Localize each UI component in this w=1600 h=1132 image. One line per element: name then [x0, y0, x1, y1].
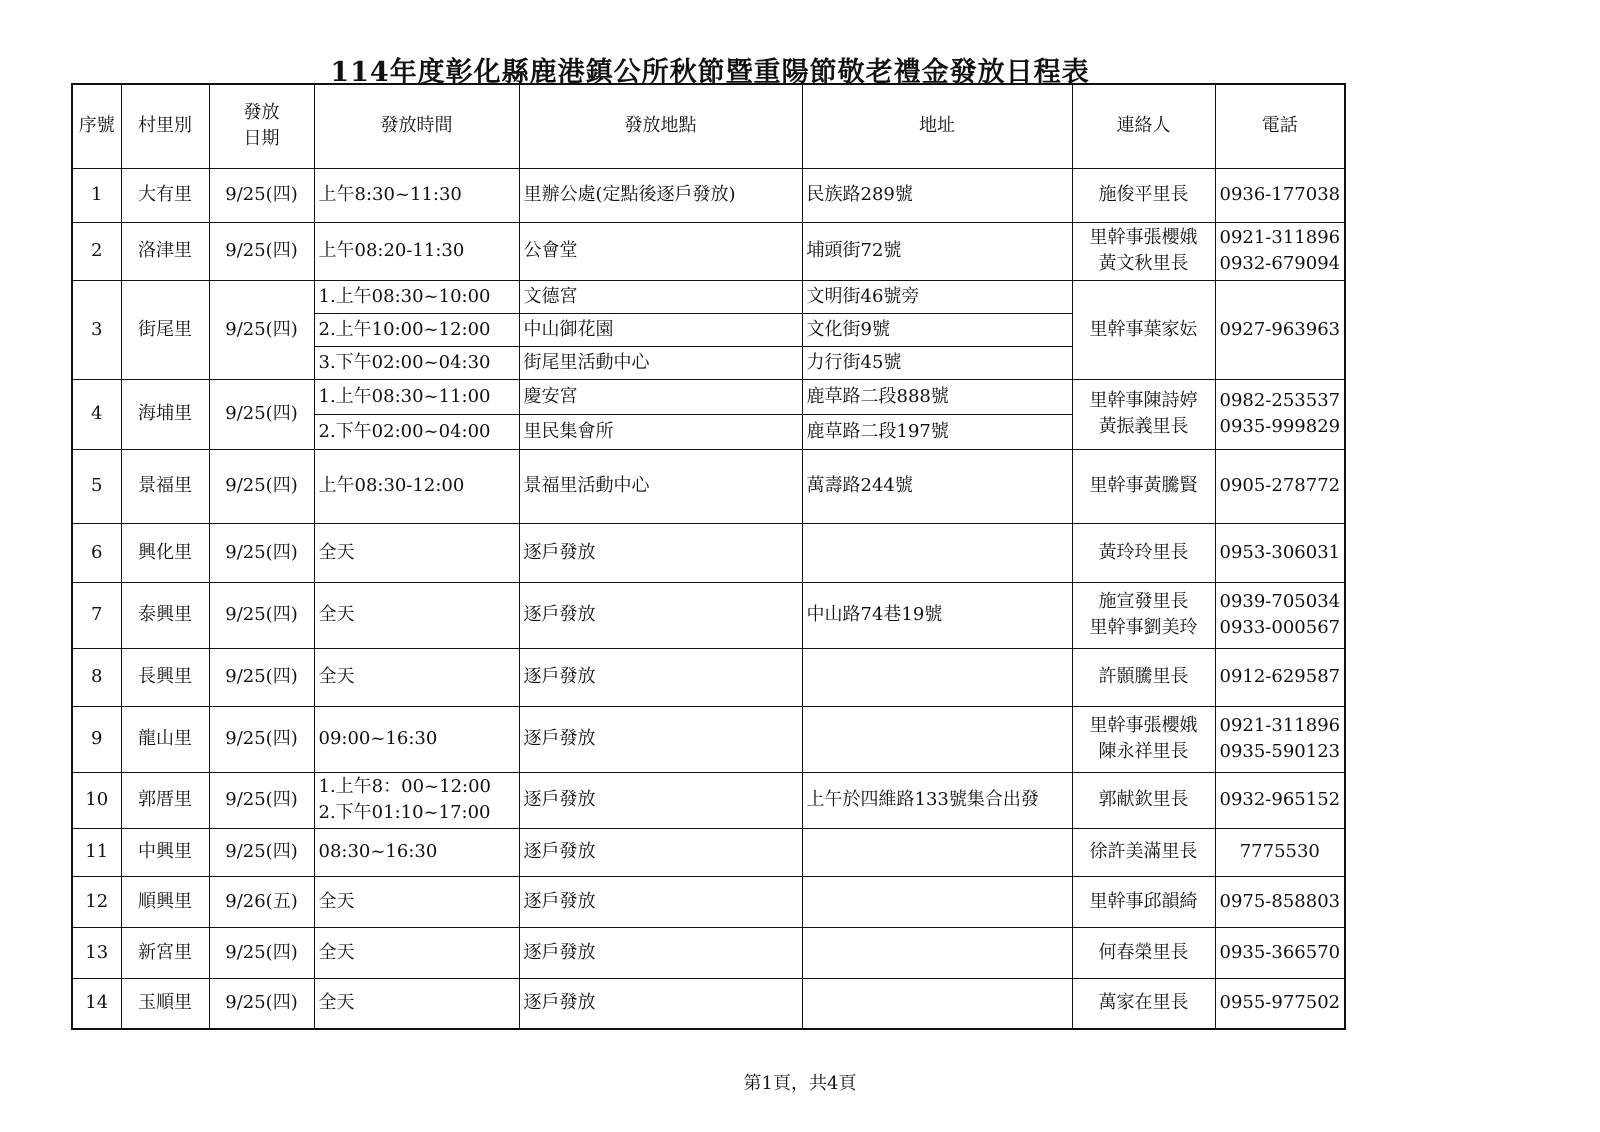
header-village: 村里別 [121, 84, 209, 168]
cell-phone [1215, 582, 1345, 648]
cell-phone [1215, 222, 1345, 280]
cell-place: 逐戶發放 [519, 582, 802, 648]
cell-village: 中興里 [121, 828, 209, 876]
contact-line: 里幹事劉美玲 [1089, 617, 1198, 638]
cell-time: 3.下午02:00~04:30 [314, 346, 519, 379]
cell-phone: 0953-306031 [1215, 523, 1345, 582]
cell-place: 里民集會所 [519, 414, 802, 449]
cell-address: 民族路289號 [802, 168, 1072, 222]
cell-place: 公會堂 [519, 222, 802, 280]
cell-no: 11 [72, 828, 121, 876]
table-row [72, 449, 1345, 523]
cell-phone [1215, 379, 1345, 449]
page-footer: 第1頁，共4頁 [743, 1073, 857, 1094]
cell-no: 8 [72, 648, 121, 706]
cell-no: 2 [72, 222, 121, 280]
cell-time: 全天 [314, 648, 519, 706]
table-row [72, 648, 1345, 706]
table-row [72, 379, 1345, 414]
table-row [72, 706, 1345, 772]
cell-place: 文德宮 [519, 280, 802, 313]
cell-no: 3 [72, 280, 121, 379]
cell-contact: 何春榮里長 [1072, 927, 1215, 978]
cell-phone: 0955-977502 [1215, 978, 1345, 1029]
cell-date: 9/25(四) [209, 449, 314, 523]
header-address: 地址 [802, 84, 1072, 168]
cell-phone: 0935-366570 [1215, 927, 1345, 978]
cell-contact: 里幹事葉家妘 [1072, 280, 1215, 379]
cell-place: 景福里活動中心 [519, 449, 802, 523]
cell-date: 9/25(四) [209, 222, 314, 280]
cell-address [802, 648, 1072, 706]
cell-place: 里辦公處(定點後逐戶發放) [519, 168, 802, 222]
cell-date: 9/25(四) [209, 828, 314, 876]
cell-time: 08:30~16:30 [314, 828, 519, 876]
cell-date: 9/25(四) [209, 927, 314, 978]
header-time: 發放時間 [314, 84, 519, 168]
cell-contact [1072, 379, 1215, 449]
cell-time: 全天 [314, 927, 519, 978]
cell-no: 12 [72, 876, 121, 927]
phone-line: 0921-311896 [1219, 715, 1341, 736]
cell-address: 上午於四維路133號集合出發 [802, 772, 1072, 828]
cell-place: 逐戶發放 [519, 772, 802, 828]
header-phone: 電話 [1215, 84, 1345, 168]
phone-line: 0932-679094 [1219, 253, 1341, 274]
cell-address [802, 828, 1072, 876]
contact-line: 里幹事張櫻娥 [1089, 715, 1198, 736]
header-contact: 連絡人 [1072, 84, 1215, 168]
schedule-table [71, 83, 1346, 1030]
cell-village: 景福里 [121, 449, 209, 523]
cell-phone: 0912-629587 [1215, 648, 1345, 706]
cell-contact: 里幹事邱韻綺 [1072, 876, 1215, 927]
cell-place: 慶安宮 [519, 379, 802, 414]
cell-date: 9/25(四) [209, 978, 314, 1029]
cell-no: 5 [72, 449, 121, 523]
phone-line: 0982-253537 [1219, 390, 1341, 411]
contact-line: 陳永祥里長 [1098, 741, 1189, 762]
cell-date: 9/25(四) [209, 772, 314, 828]
cell-time: 全天 [314, 582, 519, 648]
cell-place: 逐戶發放 [519, 876, 802, 927]
cell-place: 街尾里活動中心 [519, 346, 802, 379]
cell-place: 逐戶發放 [519, 648, 802, 706]
table-row [72, 523, 1345, 582]
cell-phone: 7775530 [1215, 828, 1345, 876]
phone-line: 0935-590123 [1219, 741, 1341, 762]
table-row [72, 582, 1345, 648]
cell-no: 7 [72, 582, 121, 648]
cell-contact: 郭献欽里長 [1072, 772, 1215, 828]
header-date-line1: 發放 [243, 102, 280, 124]
table-row [72, 772, 1345, 828]
cell-address: 中山路74巷19號 [802, 582, 1072, 648]
cell-village: 洛津里 [121, 222, 209, 280]
table-row [72, 222, 1345, 280]
table-row [72, 168, 1345, 222]
cell-village: 街尾里 [121, 280, 209, 379]
cell-village: 順興里 [121, 876, 209, 927]
cell-address [802, 927, 1072, 978]
cell-contact [1072, 706, 1215, 772]
header-place: 發放地點 [519, 84, 802, 168]
cell-time: 1.上午08:30~10:00 [314, 280, 519, 313]
cell-time: 09:00~16:30 [314, 706, 519, 772]
cell-time: 2.上午10:00~12:00 [314, 313, 519, 346]
phone-line: 0933-000567 [1219, 617, 1341, 638]
cell-village: 興化里 [121, 523, 209, 582]
cell-address [802, 876, 1072, 927]
cell-place: 逐戶發放 [519, 828, 802, 876]
cell-no: 10 [72, 772, 121, 828]
cell-no: 9 [72, 706, 121, 772]
cell-address [802, 706, 1072, 772]
cell-address: 埔頭街72號 [802, 222, 1072, 280]
cell-place: 逐戶發放 [519, 523, 802, 582]
cell-address: 萬壽路244號 [802, 449, 1072, 523]
cell-place: 逐戶發放 [519, 927, 802, 978]
table-row [72, 876, 1345, 927]
cell-address: 力行街45號 [802, 346, 1072, 379]
table-row [72, 828, 1345, 876]
cell-time: 上午08:30-12:00 [314, 449, 519, 523]
cell-contact: 許顥騰里長 [1072, 648, 1215, 706]
cell-village: 新宮里 [121, 927, 209, 978]
cell-contact: 里幹事黃騰賢 [1072, 449, 1215, 523]
cell-place: 中山御花園 [519, 313, 802, 346]
contact-line: 施宣發里長 [1098, 591, 1189, 612]
cell-no: 4 [72, 379, 121, 449]
cell-date: 9/25(四) [209, 706, 314, 772]
cell-date: 9/25(四) [209, 168, 314, 222]
cell-phone: 0927-963963 [1215, 280, 1345, 379]
contact-line: 黃文秋里長 [1098, 253, 1189, 274]
cell-date: 9/25(四) [209, 379, 314, 449]
cell-no: 13 [72, 927, 121, 978]
cell-time: 1.上午08:30~11:00 [314, 379, 519, 414]
header-no: 序號 [72, 84, 121, 168]
cell-place: 逐戶發放 [519, 706, 802, 772]
contact-line: 里幹事陳詩婷 [1089, 390, 1198, 411]
cell-date: 9/25(四) [209, 280, 314, 379]
time-line: 2.下午01:10~17:00 [318, 802, 491, 823]
cell-address: 鹿草路二段197號 [802, 414, 1072, 449]
cell-address: 文化街9號 [802, 313, 1072, 346]
cell-village: 海埔里 [121, 379, 209, 449]
table-row [72, 280, 1345, 313]
cell-phone: 0905-278772 [1215, 449, 1345, 523]
contact-line: 黃振義里長 [1098, 416, 1189, 437]
cell-time: 全天 [314, 978, 519, 1029]
phone-line: 0921-311896 [1219, 227, 1341, 248]
cell-time: 全天 [314, 523, 519, 582]
cell-time: 全天 [314, 876, 519, 927]
cell-time: 上午8:30~11:30 [314, 168, 519, 222]
phone-line: 0935-999829 [1219, 416, 1341, 437]
table-header-row [72, 84, 1345, 168]
cell-contact: 萬家在里長 [1072, 978, 1215, 1029]
header-date [209, 84, 314, 168]
cell-village: 大有里 [121, 168, 209, 222]
cell-phone: 0936-177038 [1215, 168, 1345, 222]
header-date-line2: 日期 [243, 128, 280, 150]
table-row [72, 927, 1345, 978]
cell-date: 9/25(四) [209, 582, 314, 648]
cell-village: 郭厝里 [121, 772, 209, 828]
cell-phone: 0932-965152 [1215, 772, 1345, 828]
cell-no: 6 [72, 523, 121, 582]
cell-address [802, 978, 1072, 1029]
cell-contact: 徐許美滿里長 [1072, 828, 1215, 876]
cell-address: 鹿草路二段888號 [802, 379, 1072, 414]
cell-address [802, 523, 1072, 582]
cell-contact: 黃玲玲里長 [1072, 523, 1215, 582]
cell-contact: 施俊平里長 [1072, 168, 1215, 222]
cell-contact [1072, 222, 1215, 280]
cell-date: 9/26(五) [209, 876, 314, 927]
phone-line: 0939-705034 [1219, 591, 1341, 612]
cell-time [314, 772, 519, 828]
cell-village: 龍山里 [121, 706, 209, 772]
cell-village: 玉順里 [121, 978, 209, 1029]
cell-village: 泰興里 [121, 582, 209, 648]
cell-place: 逐戶發放 [519, 978, 802, 1029]
cell-address: 文明街46號旁 [802, 280, 1072, 313]
cell-date: 9/25(四) [209, 648, 314, 706]
page-title: 114年度彰化縣鹿港鎮公所秋節暨重陽節敬老禮金發放日程表 [330, 57, 1090, 88]
cell-no: 1 [72, 168, 121, 222]
cell-village: 長興里 [121, 648, 209, 706]
contact-line: 里幹事張櫻娥 [1089, 227, 1198, 248]
cell-contact [1072, 582, 1215, 648]
cell-phone [1215, 706, 1345, 772]
time-line: 1.上午8：00~12:00 [318, 776, 491, 797]
cell-time: 2.下午02:00~04:00 [314, 414, 519, 449]
cell-date: 9/25(四) [209, 523, 314, 582]
table-row [72, 978, 1345, 1029]
cell-time: 上午08:20-11:30 [314, 222, 519, 280]
cell-phone: 0975-858803 [1215, 876, 1345, 927]
cell-no: 14 [72, 978, 121, 1029]
